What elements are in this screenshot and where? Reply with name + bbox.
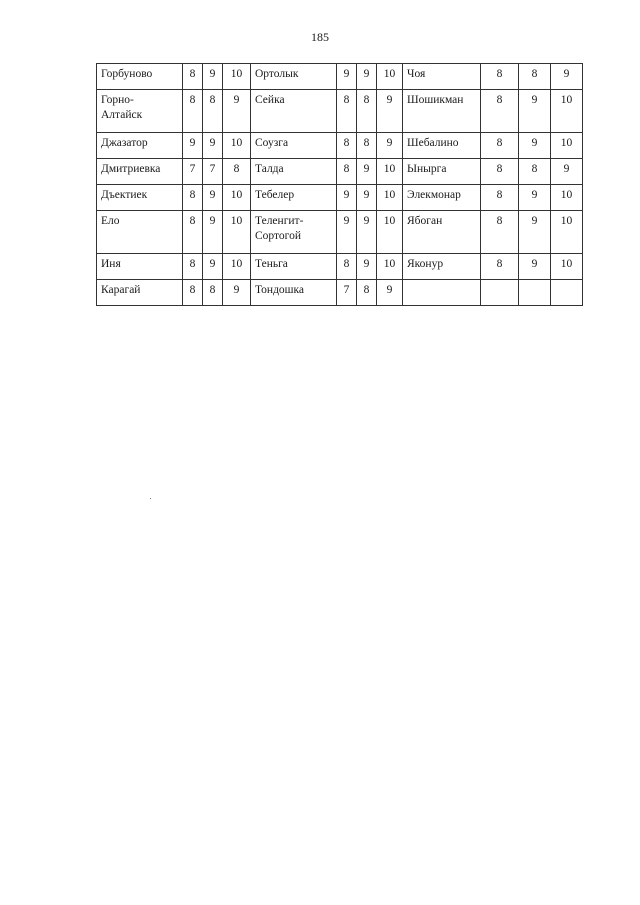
score-cell: 9 xyxy=(519,90,551,133)
settlement-name-cell: Джазатор xyxy=(97,133,183,159)
settlement-name-cell: Тебелер xyxy=(251,185,337,211)
score-cell: 8 xyxy=(183,280,203,306)
score-cell: 9 xyxy=(183,133,203,159)
score-cell: 8 xyxy=(183,254,203,280)
score-cell: 9 xyxy=(357,254,377,280)
score-cell: 8 xyxy=(519,64,551,90)
score-cell: 10 xyxy=(551,254,583,280)
score-cell: 8 xyxy=(337,159,357,185)
settlement-name-cell: Ело xyxy=(97,211,183,254)
settlement-name-cell: Элекмонар xyxy=(403,185,481,211)
score-cell: 10 xyxy=(223,254,251,280)
score-cell: 9 xyxy=(203,64,223,90)
score-cell: 10 xyxy=(377,159,403,185)
scan-speck xyxy=(150,498,151,499)
page-number: 185 xyxy=(311,30,329,44)
score-cell: 9 xyxy=(519,185,551,211)
settlement-name-cell: Шошикман xyxy=(403,90,481,133)
score-cell: 9 xyxy=(203,185,223,211)
score-cell: 8 xyxy=(203,280,223,306)
table-row xyxy=(97,254,583,280)
settlement-name-cell: Горно- Алтайск xyxy=(97,90,183,133)
score-cell: 9 xyxy=(519,211,551,254)
settlement-name-cell: Дмитриевка xyxy=(97,159,183,185)
score-cell: 8 xyxy=(357,133,377,159)
score-cell: 8 xyxy=(481,90,519,133)
settlement-name-cell: Теньга xyxy=(251,254,337,280)
score-cell: 9 xyxy=(357,64,377,90)
score-cell: 10 xyxy=(551,133,583,159)
score-cell: 10 xyxy=(223,64,251,90)
score-cell: 8 xyxy=(519,159,551,185)
score-cell: 10 xyxy=(223,185,251,211)
score-cell: 10 xyxy=(377,254,403,280)
score-cell: 8 xyxy=(357,280,377,306)
table-row xyxy=(97,159,583,185)
settlement-name-cell: Карагай xyxy=(97,280,183,306)
settlement-name-cell: Ябоган xyxy=(403,211,481,254)
score-cell: 8 xyxy=(481,211,519,254)
score-cell: 9 xyxy=(377,280,403,306)
score-cell: 9 xyxy=(551,64,583,90)
score-cell: 7 xyxy=(337,280,357,306)
score-cell: 8 xyxy=(183,185,203,211)
score-cell: 10 xyxy=(377,64,403,90)
score-cell: 9 xyxy=(519,254,551,280)
settlement-name-cell: Соузга xyxy=(251,133,337,159)
score-cell: 10 xyxy=(377,185,403,211)
score-cell: 10 xyxy=(551,185,583,211)
settlement-ratings-table xyxy=(96,63,583,306)
score-cell: 10 xyxy=(377,211,403,254)
settlement-name-cell: Иня xyxy=(97,254,183,280)
score-cell xyxy=(481,280,519,306)
score-cell: 8 xyxy=(223,159,251,185)
settlement-name-cell: Горбуново xyxy=(97,64,183,90)
score-cell: 8 xyxy=(337,133,357,159)
score-cell: 8 xyxy=(481,185,519,211)
score-cell: 7 xyxy=(183,159,203,185)
table-row xyxy=(97,133,583,159)
settlement-name-cell xyxy=(403,280,481,306)
score-cell: 8 xyxy=(183,90,203,133)
score-cell: 8 xyxy=(481,133,519,159)
score-cell: 9 xyxy=(223,90,251,133)
score-cell: 9 xyxy=(337,211,357,254)
score-cell: 8 xyxy=(337,254,357,280)
table-row xyxy=(97,90,583,133)
score-cell: 9 xyxy=(203,254,223,280)
score-cell: 10 xyxy=(223,133,251,159)
score-cell: 10 xyxy=(551,211,583,254)
score-cell: 9 xyxy=(223,280,251,306)
settlement-name-cell: Ортолык xyxy=(251,64,337,90)
score-cell xyxy=(519,280,551,306)
score-cell xyxy=(551,280,583,306)
table-row xyxy=(97,280,583,306)
score-cell: 9 xyxy=(203,211,223,254)
settlement-name-cell: Дъектиек xyxy=(97,185,183,211)
settlement-name-cell: Сейка xyxy=(251,90,337,133)
score-cell: 9 xyxy=(357,159,377,185)
score-cell: 8 xyxy=(481,64,519,90)
score-cell: 8 xyxy=(337,90,357,133)
settlement-name-cell: Тондошка xyxy=(251,280,337,306)
score-cell: 8 xyxy=(357,90,377,133)
score-cell: 8 xyxy=(481,254,519,280)
settlement-name-cell: Ынырга xyxy=(403,159,481,185)
score-cell: 10 xyxy=(551,90,583,133)
score-cell: 8 xyxy=(203,90,223,133)
score-cell: 9 xyxy=(377,133,403,159)
settlement-name-cell: Теленгит- Сортогой xyxy=(251,211,337,254)
table-row xyxy=(97,211,583,254)
score-cell: 8 xyxy=(481,159,519,185)
score-cell: 7 xyxy=(203,159,223,185)
score-cell: 9 xyxy=(203,133,223,159)
score-cell: 9 xyxy=(337,64,357,90)
settlement-name-cell: Шебалино xyxy=(403,133,481,159)
score-cell: 10 xyxy=(223,211,251,254)
settlement-name-cell: Яконур xyxy=(403,254,481,280)
score-cell: 9 xyxy=(377,90,403,133)
settlement-name-cell: Талда xyxy=(251,159,337,185)
score-cell: 9 xyxy=(357,185,377,211)
score-cell: 8 xyxy=(183,64,203,90)
score-cell: 9 xyxy=(551,159,583,185)
score-cell: 9 xyxy=(357,211,377,254)
score-cell: 9 xyxy=(337,185,357,211)
table-row xyxy=(97,64,583,90)
table-row xyxy=(97,185,583,211)
score-cell: 8 xyxy=(183,211,203,254)
settlement-name-cell: Чоя xyxy=(403,64,481,90)
score-cell: 9 xyxy=(519,133,551,159)
